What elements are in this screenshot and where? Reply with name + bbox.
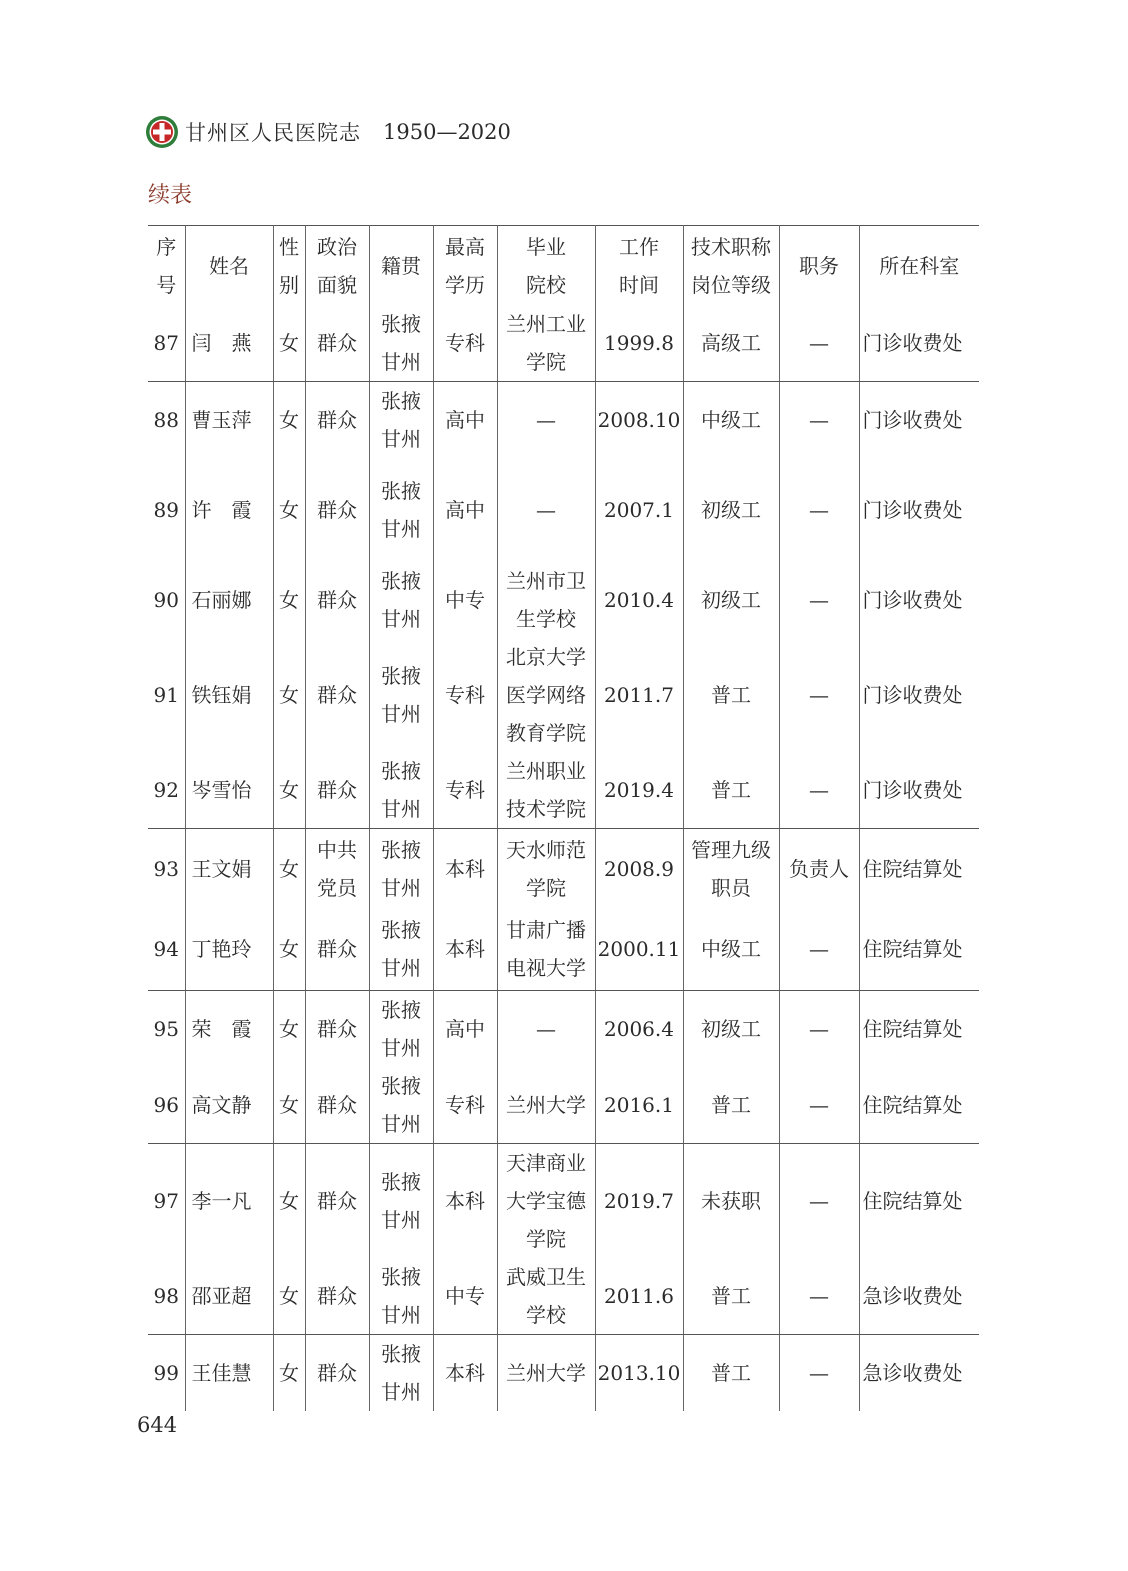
cell-seq: 90 [148, 562, 185, 638]
cell-department: 住院结算处 [859, 991, 979, 1068]
cell-education: 专科 [433, 638, 497, 752]
cell-title-grade: 初级工 [683, 458, 779, 562]
table-row [148, 829, 979, 909]
cell-seq: 98 [148, 1258, 185, 1335]
cell-origin: 张掖 甘州 [369, 1335, 433, 1412]
cell-seq: 89 [148, 458, 185, 562]
cell-work-time: 2000.11 [595, 909, 683, 991]
cell-position: — [779, 752, 859, 829]
table-row [148, 1335, 979, 1412]
cell-work-time: 2008.9 [595, 829, 683, 909]
cell-name: 王文娟 [185, 829, 273, 909]
cell-position: — [779, 1067, 859, 1144]
cell-origin: 张掖 甘州 [369, 382, 433, 459]
cell-seq: 95 [148, 991, 185, 1068]
cell-name: 岑雪怡 [185, 752, 273, 829]
cell-work-time: 2008.10 [595, 382, 683, 459]
cell-name: 闫 燕 [185, 305, 273, 382]
cell-education: 专科 [433, 752, 497, 829]
cell-political: 群众 [305, 1258, 369, 1335]
header-education: 最高 学历 [433, 226, 497, 306]
cell-origin: 张掖 甘州 [369, 991, 433, 1068]
cell-seq: 94 [148, 909, 185, 991]
header-gender: 性 别 [273, 226, 305, 306]
cell-seq: 87 [148, 305, 185, 382]
header-school: 毕业 院校 [497, 226, 595, 306]
cell-position: — [779, 1335, 859, 1412]
cell-department: 门诊收费处 [859, 752, 979, 829]
cell-title-grade: 普工 [683, 1067, 779, 1144]
cell-school: 兰州职业 技术学院 [497, 752, 595, 829]
table-row [148, 638, 979, 752]
cell-gender: 女 [273, 1258, 305, 1335]
cell-work-time: 2013.10 [595, 1335, 683, 1412]
cell-title-grade: 普工 [683, 1335, 779, 1412]
cell-origin: 张掖 甘州 [369, 909, 433, 991]
cell-department: 住院结算处 [859, 1144, 979, 1259]
table-row [148, 991, 979, 1068]
cell-department: 急诊收费处 [859, 1258, 979, 1335]
header-position: 职务 [779, 226, 859, 306]
table-row [148, 909, 979, 991]
table-body [148, 305, 979, 1411]
cell-department: 门诊收费处 [859, 382, 979, 459]
cell-seq: 91 [148, 638, 185, 752]
cell-origin: 张掖 甘州 [369, 305, 433, 382]
staff-roster-table [148, 225, 979, 1411]
cell-title-grade: 普工 [683, 752, 779, 829]
cell-school: 甘肃广播 电视大学 [497, 909, 595, 991]
cell-political: 群众 [305, 991, 369, 1068]
cell-political: 群众 [305, 1335, 369, 1412]
cell-school: 兰州市卫 生学校 [497, 562, 595, 638]
cell-name: 王佳慧 [185, 1335, 273, 1412]
cell-name: 荣 霞 [185, 991, 273, 1068]
cell-title-grade: 中级工 [683, 382, 779, 459]
page-header [145, 112, 511, 152]
book-years: 1950—2020 [383, 120, 511, 144]
cell-work-time: 2007.1 [595, 458, 683, 562]
cell-gender: 女 [273, 752, 305, 829]
cell-gender: 女 [273, 382, 305, 459]
cell-education: 专科 [433, 1067, 497, 1144]
cell-education: 中专 [433, 562, 497, 638]
cell-political: 群众 [305, 305, 369, 382]
cell-education: 高中 [433, 991, 497, 1068]
cell-origin: 张掖 甘州 [369, 1067, 433, 1144]
cell-seq: 96 [148, 1067, 185, 1144]
cell-education: 本科 [433, 1144, 497, 1259]
continued-table-label: 续表 [148, 183, 193, 208]
header-name: 姓名 [185, 226, 273, 306]
cell-seq: 99 [148, 1335, 185, 1412]
table-row [148, 1067, 979, 1144]
cell-education: 本科 [433, 829, 497, 909]
header-title-grade: 技术职称 岗位等级 [683, 226, 779, 306]
cell-work-time: 2019.4 [595, 752, 683, 829]
cell-position: — [779, 562, 859, 638]
cell-origin: 张掖 甘州 [369, 1144, 433, 1259]
cell-title-grade: 管理九级 职员 [683, 829, 779, 909]
cell-political: 群众 [305, 458, 369, 562]
table-row [148, 1144, 979, 1259]
cell-name: 李一凡 [185, 1144, 273, 1259]
cell-name: 高文静 [185, 1067, 273, 1144]
cell-department: 门诊收费处 [859, 638, 979, 752]
cell-position: — [779, 1258, 859, 1335]
cell-name: 铁钰娟 [185, 638, 273, 752]
table-header-row [148, 226, 979, 306]
cell-education: 专科 [433, 305, 497, 382]
cell-title-grade: 初级工 [683, 991, 779, 1068]
cell-position: — [779, 305, 859, 382]
cell-political: 群众 [305, 638, 369, 752]
cell-work-time: 1999.8 [595, 305, 683, 382]
cell-education: 中专 [433, 1258, 497, 1335]
table-row [148, 305, 979, 382]
book-title: 甘州区人民医院志 [185, 121, 361, 145]
header-work-time: 工作 时间 [595, 226, 683, 306]
cell-name: 丁艳玲 [185, 909, 273, 991]
cell-origin: 张掖 甘州 [369, 638, 433, 752]
cell-work-time: 2011.6 [595, 1258, 683, 1335]
cell-origin: 张掖 甘州 [369, 1258, 433, 1335]
cell-position: — [779, 909, 859, 991]
cell-education: 高中 [433, 458, 497, 562]
cell-school: 兰州大学 [497, 1335, 595, 1412]
cell-gender: 女 [273, 305, 305, 382]
cell-origin: 张掖 甘州 [369, 562, 433, 638]
cell-school: — [497, 382, 595, 459]
cell-department: 门诊收费处 [859, 458, 979, 562]
cell-seq: 93 [148, 829, 185, 909]
header-political: 政治 面貌 [305, 226, 369, 306]
cell-gender: 女 [273, 829, 305, 909]
cell-education: 本科 [433, 1335, 497, 1412]
cell-school: 兰州大学 [497, 1067, 595, 1144]
cell-department: 门诊收费处 [859, 562, 979, 638]
cell-department: 门诊收费处 [859, 305, 979, 382]
cell-political: 中共 党员 [305, 829, 369, 909]
cell-seq: 92 [148, 752, 185, 829]
cell-title-grade: 未获职 [683, 1144, 779, 1259]
cell-gender: 女 [273, 909, 305, 991]
cell-political: 群众 [305, 562, 369, 638]
cell-department: 急诊收费处 [859, 1335, 979, 1412]
cell-department: 住院结算处 [859, 829, 979, 909]
cell-education: 本科 [433, 909, 497, 991]
table-row [148, 458, 979, 562]
cell-school: 北京大学 医学网络 教育学院 [497, 638, 595, 752]
cell-political: 群众 [305, 1144, 369, 1259]
cell-work-time: 2010.4 [595, 562, 683, 638]
table-row [148, 752, 979, 829]
cell-seq: 88 [148, 382, 185, 459]
cell-school: — [497, 991, 595, 1068]
header-department: 所在科室 [859, 226, 979, 306]
cell-gender: 女 [273, 562, 305, 638]
cell-position: — [779, 638, 859, 752]
cell-gender: 女 [273, 458, 305, 562]
cell-work-time: 2011.7 [595, 638, 683, 752]
cell-work-time: 2019.7 [595, 1144, 683, 1259]
cell-political: 群众 [305, 752, 369, 829]
cell-name: 曹玉萍 [185, 382, 273, 459]
cell-work-time: 2006.4 [595, 991, 683, 1068]
header-origin: 籍贯 [369, 226, 433, 306]
cell-title-grade: 高级工 [683, 305, 779, 382]
cell-political: 群众 [305, 382, 369, 459]
cell-title-grade: 普工 [683, 638, 779, 752]
cell-gender: 女 [273, 1067, 305, 1144]
cell-political: 群众 [305, 1067, 369, 1144]
cell-gender: 女 [273, 1144, 305, 1259]
cell-school: 天水师范 学院 [497, 829, 595, 909]
cell-political: 群众 [305, 909, 369, 991]
cell-position: — [779, 991, 859, 1068]
page-number: 644 [137, 1413, 178, 1437]
cell-work-time: 2016.1 [595, 1067, 683, 1144]
cell-name: 许 霞 [185, 458, 273, 562]
table-row [148, 1258, 979, 1335]
cell-education: 高中 [433, 382, 497, 459]
cell-school: 武威卫生 学校 [497, 1258, 595, 1335]
cell-name: 石丽娜 [185, 562, 273, 638]
cell-department: 住院结算处 [859, 909, 979, 991]
cell-origin: 张掖 甘州 [369, 829, 433, 909]
cell-title-grade: 中级工 [683, 909, 779, 991]
cell-title-grade: 初级工 [683, 562, 779, 638]
cell-gender: 女 [273, 1335, 305, 1412]
table-row [148, 562, 979, 638]
cell-title-grade: 普工 [683, 1258, 779, 1335]
cell-gender: 女 [273, 991, 305, 1068]
cell-name: 邵亚超 [185, 1258, 273, 1335]
cell-school: — [497, 458, 595, 562]
cell-department: 住院结算处 [859, 1067, 979, 1144]
cell-position: 负责人 [779, 829, 859, 909]
cell-position: — [779, 458, 859, 562]
cell-school: 天津商业 大学宝德 学院 [497, 1144, 595, 1259]
table-row [148, 382, 979, 459]
cell-origin: 张掖 甘州 [369, 752, 433, 829]
header-seq: 序 号 [148, 226, 185, 306]
cell-school: 兰州工业 学院 [497, 305, 595, 382]
cell-seq: 97 [148, 1144, 185, 1259]
cell-position: — [779, 382, 859, 459]
cell-gender: 女 [273, 638, 305, 752]
cell-position: — [779, 1144, 859, 1259]
cell-origin: 张掖 甘州 [369, 458, 433, 562]
hospital-logo-icon [145, 115, 179, 149]
